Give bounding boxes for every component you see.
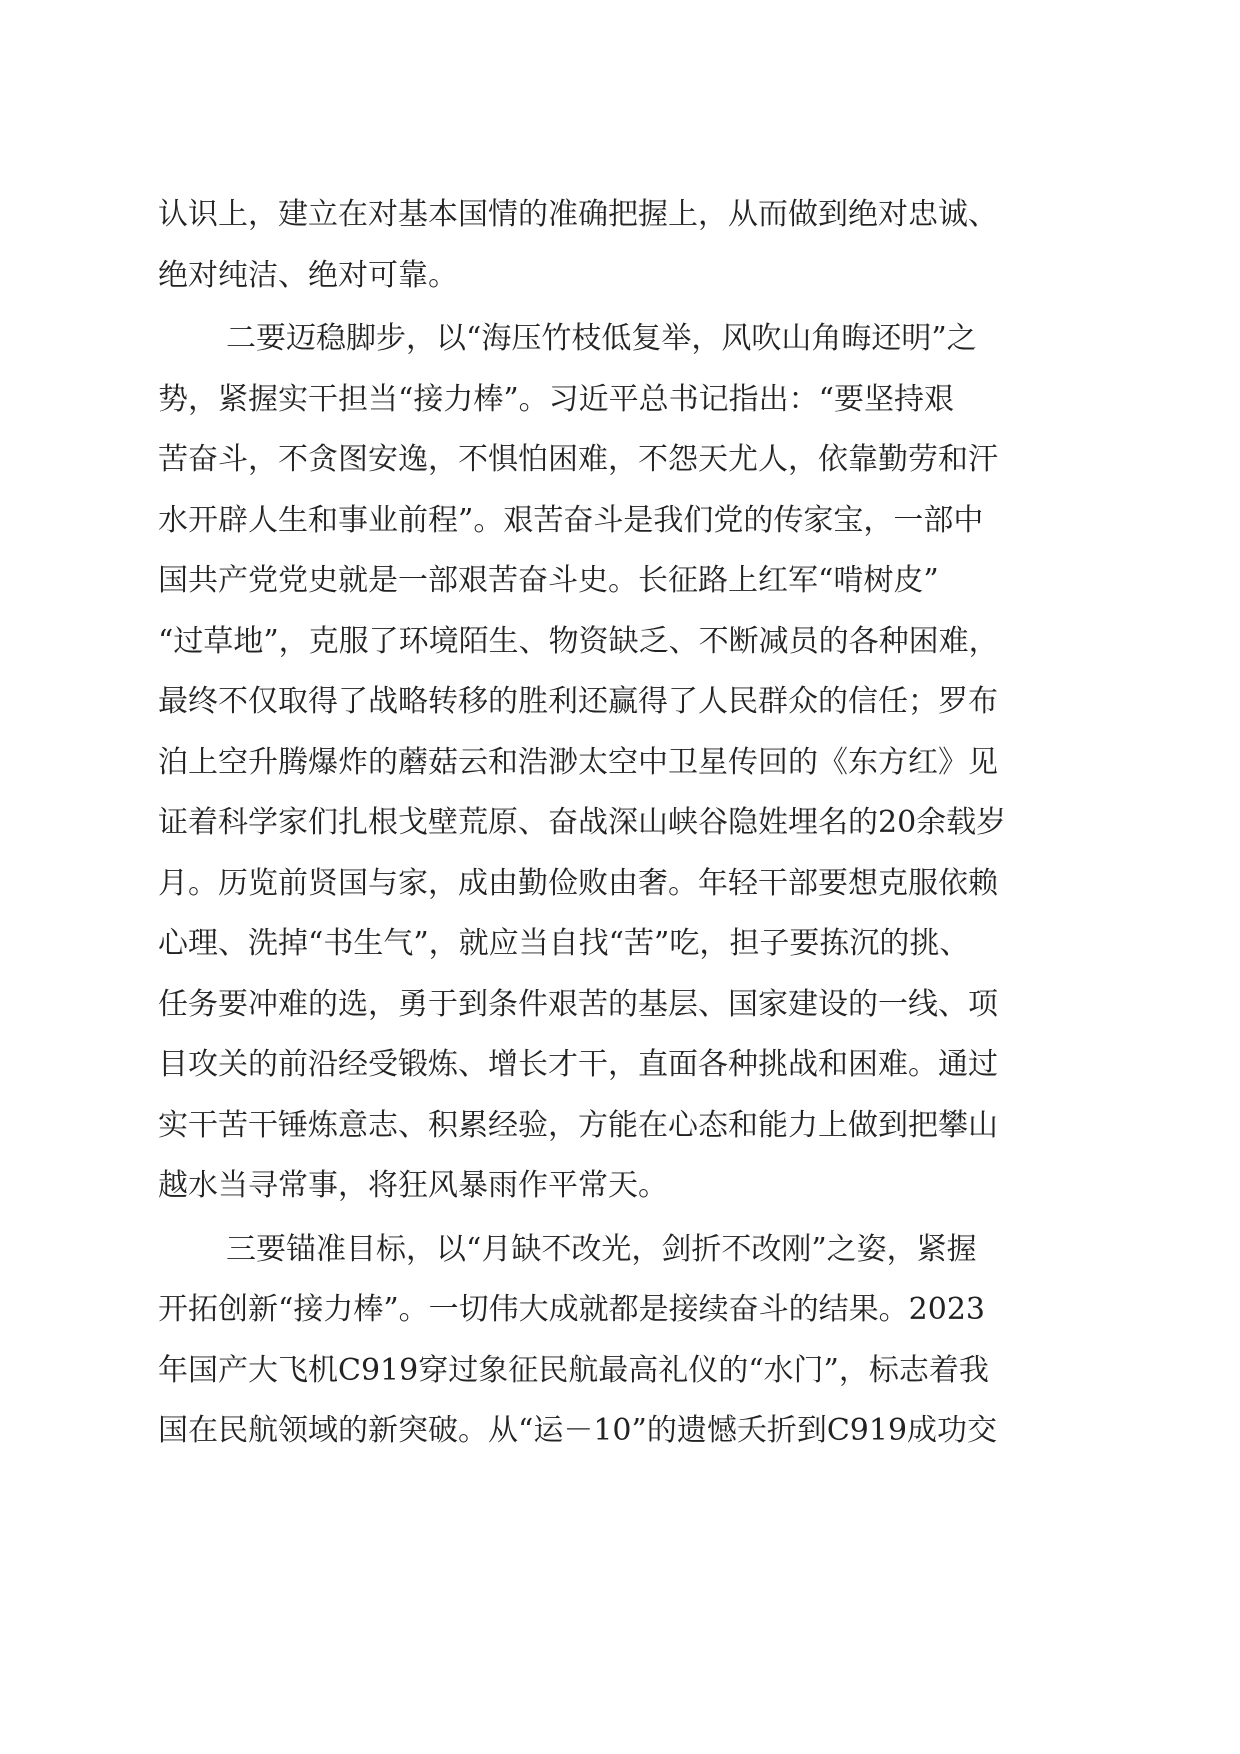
body-text	[158, 185, 1078, 1462]
text-line: 开拓创新“接力棒”。一切伟大成就都是接续奋斗的结果。2023	[158, 1292, 986, 1327]
paragraph-1	[158, 185, 1078, 306]
text-line: 苦奋斗，不贪图安逸，不惧怕困难，不怨天尤人，依靠勤劳和汗	[158, 442, 998, 477]
text-line: 绝对纯洁、绝对可靠。	[158, 257, 458, 293]
text-line: 三要锚准目标，以“月缺不改光，剑折不改刚”之姿，紧握	[226, 1231, 977, 1267]
text-line: 势，紧握实干担当“接力棒”。习近平总书记指出：“要坚持艰	[158, 381, 955, 417]
text-line: 最终不仅取得了战略转移的胜利还赢得了人民群众的信任；罗布	[158, 684, 998, 719]
text-line: 泊上空升腾爆炸的蘑菇云和浩渺太空中卫星传回的《东方红》见	[158, 744, 998, 780]
text-line: 心理、洗掉“书生气”，就应当自找“苦”吃，担子要拣沉的挑、	[158, 926, 970, 961]
paragraph-3	[158, 1220, 1078, 1462]
text-line: 国共产党党史就是一部艰苦奋斗史。长征路上红军“啃树皮”	[158, 563, 939, 598]
text-line: 国在民航领域的新突破。从“运－10”的遗憾夭折到C919成功交	[158, 1413, 998, 1448]
text-line: 越水当寻常事，将狂风暴雨作平常天。	[158, 1168, 668, 1203]
text-line: 月。历览前贤国与家，成由勤俭败由奢。年轻干部要想克服依赖	[158, 865, 998, 901]
text-line: 任务要冲难的选，勇于到条件艰苦的基层、国家建设的一线、项	[158, 986, 998, 1022]
text-line: “过草地”，克服了环境陌生、物资缺乏、不断减员的各种困难，	[158, 623, 999, 659]
text-line: 目攻关的前沿经受锻炼、增长才干，直面各种挑战和困难。通过	[158, 1047, 998, 1082]
paragraph-2	[158, 309, 1078, 1217]
text-line: 实干苦干锤炼意志、积累经验，方能在心态和能力上做到把攀山	[158, 1107, 998, 1143]
text-line: 水开辟人生和事业前程”。艰苦奋斗是我们党的传家宝，一部中	[158, 502, 984, 538]
text-line: 二要迈稳脚步，以“海压竹枝低复举，风吹山角晦还明”之	[226, 321, 977, 356]
text-line: 认识上，建立在对基本国情的准确把握上，从而做到绝对忠诚、	[158, 197, 998, 232]
text-line: 年国产大飞机C919穿过象征民航最高礼仪的“水门”，标志着我	[158, 1352, 989, 1388]
text-line: 证着科学家们扎根戈壁荒原、奋战深山峡谷隐姓埋名的20余载岁	[158, 805, 1007, 840]
